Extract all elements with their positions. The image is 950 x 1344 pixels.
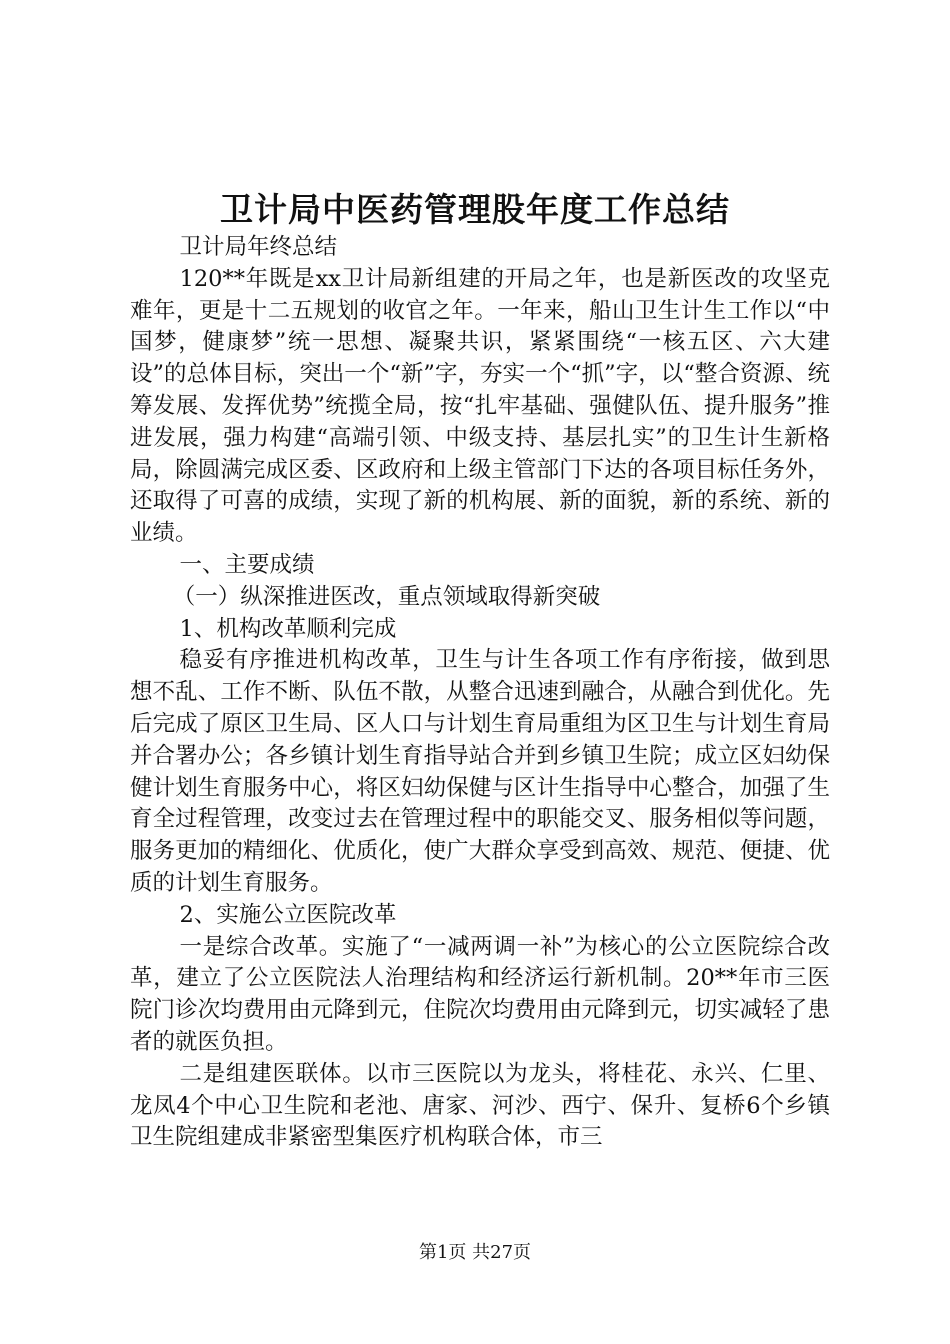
item-heading: 2、实施公立医院改革 <box>179 901 397 928</box>
body-paragraph: 二是组建医联体。以市三医院以为龙头，将桂花、永兴、仁里、龙凤4个中心卫生院和老池、唐家、河沙、西宁、保升、复桥6个乡镇卫生院组建成非紧密型集医疗机构联合体，市三 <box>130 1060 830 1151</box>
subtitle-paragraph: 卫计局年终总结 <box>179 234 338 260</box>
body-paragraph: 稳妥有序推进机构改革，卫生与计生各项工作有序衔接，做到思想不乱、工作不断、队伍不散，从整合迅速到融合，从融合到优化。先后完成了原区卫生局、区人口与计划生育局重组为区卫生与计划生育局并合署办公；各乡镇计划生育指导站合并到乡镇卫生院；成立区妇幼保健计划生育服务中心，将区妇幼保健与区计生指导中心整合，加强了生育全过程管理，改变过去在管理过程中的职能交叉、服务相似等问题，服务更加的精细化、优质化，使广大群众享受到高效、规范、便捷、优质的计划生育服务。 <box>130 647 830 896</box>
intro-paragraph: 120**年既是xx卫计局新组建的开局之年，也是新医改的攻坚克难年，更是十二五规划的收官之年。一年来，船山卫生计生工作以“中国梦，健康梦”统一思想、凝聚共识，紧紧围绕“一核五区、六大建设”的总体目标，突出一个“新”字，夯实一个“抓”字，以“整合资源、统筹发展、发挥优势”统揽全局，按“扎牢基础、强健队伍、提升服务”推进发展，强力构建“高端引领、中级支持、基层扎实”的卫生计生新格局，除圆满完成区委、区政府和上级主管部门下达的各项目标任务外，还取得了可喜的成绩，实现了新的机构展、新的面貌，新的系统、新的业绩。 <box>130 265 830 547</box>
item-heading: 1、机构改革顺利完成 <box>179 615 397 642</box>
body-paragraph: 一是综合改革。实施了“一减两调一补”为核心的公立医院综合改革，建立了公立医院法人治理结构和经济运行新机制。20**年市三医院门诊次均费用由元降到元，住院次均费用由元降到元，切实减轻了患者的就医负担。 <box>130 933 830 1055</box>
document-title: 卫计局中医药管理股年度工作总结 <box>220 190 730 229</box>
document-body <box>130 232 830 1154</box>
page-number: 第1页 共27页 <box>418 1242 532 1263</box>
subsection-heading: （一）纵深推进医改，重点领域取得新突破 <box>172 583 601 610</box>
section-heading: 一、主要成绩 <box>179 551 315 578</box>
